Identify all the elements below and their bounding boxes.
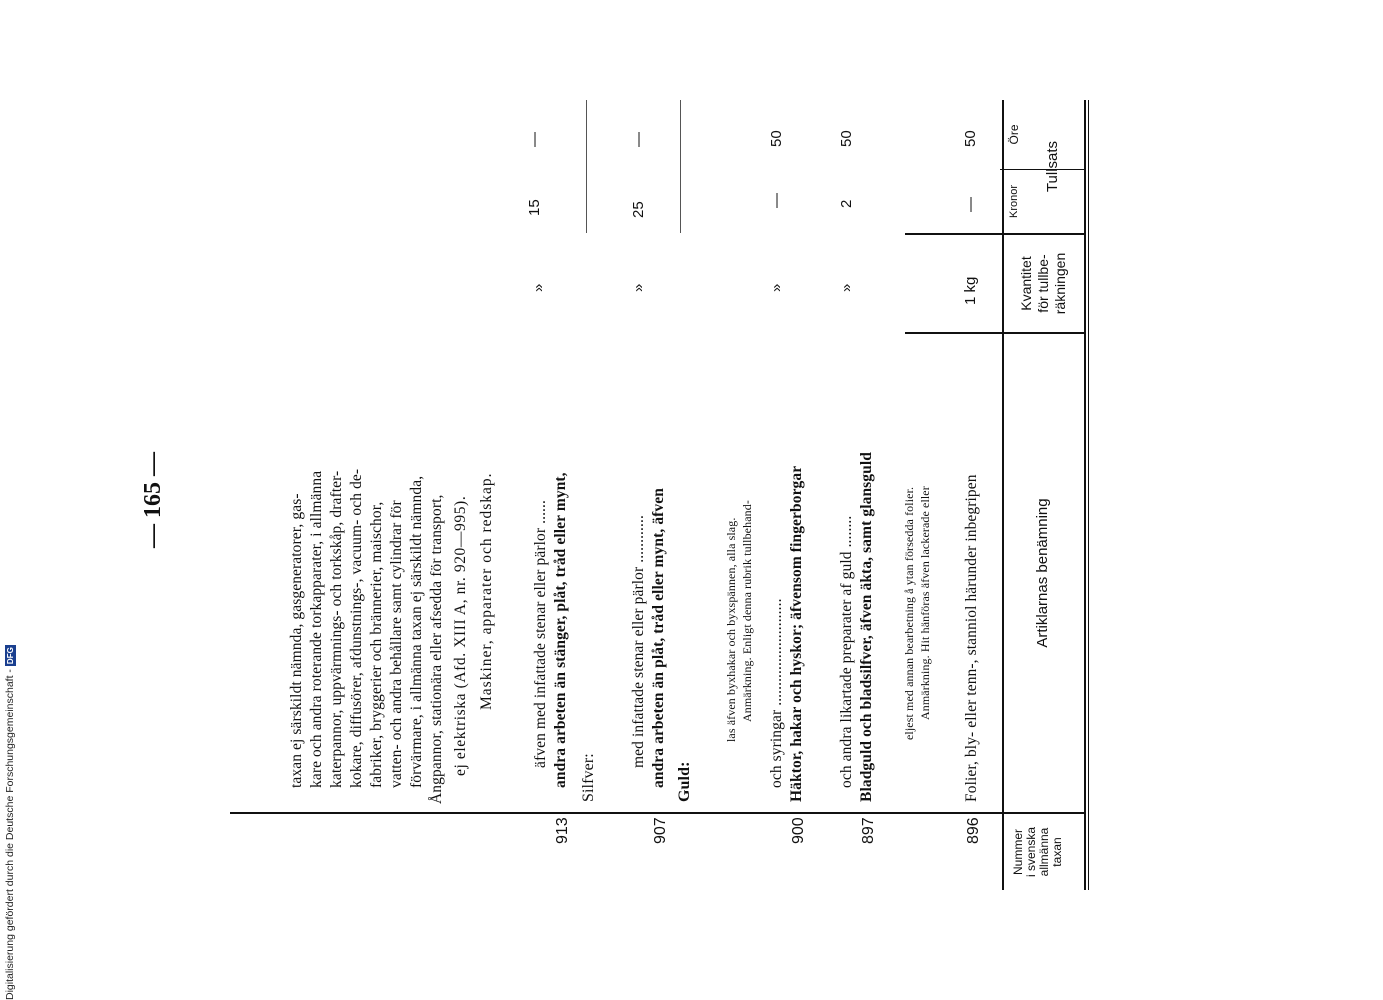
dfg-logo: DFG: [5, 647, 15, 665]
header-number: [1012, 814, 1064, 890]
item-text: med infattade stenar eller pärlor ............: [630, 515, 647, 768]
item-number: 897: [860, 817, 877, 844]
col-separator-number: [230, 812, 1086, 814]
item-number: 907: [652, 817, 669, 844]
paragraph-line: vatten- och andra behållare samt cylindrar för: [388, 500, 405, 788]
quantity-value: »: [768, 283, 785, 292]
quantity-value: »: [838, 283, 855, 292]
header-quantity-line: räkningen: [1052, 252, 1068, 315]
footer-text: Digitalisierung gefördert durch die Deutsche Forschungsgemeinschaft -: [4, 669, 16, 1000]
ore-value: 50: [962, 130, 979, 147]
section-heading: ej elektriska (Afd. XIII A, nr. 920—995).: [452, 495, 469, 776]
table-top-rule: [1084, 100, 1086, 890]
quantity-value: »: [630, 283, 647, 292]
item-number: 913: [554, 817, 571, 844]
paragraph-line: kokare, diffusörer, afdunstnings-, vacuum- och de-: [348, 468, 365, 788]
header-quantity: [1018, 235, 1069, 332]
digitization-footer: [0, 606, 20, 1000]
item-text: andra arbeten än plåt, tråd eller mynt, äfven: [650, 488, 667, 788]
header-number-line: Nummer: [1011, 829, 1025, 876]
paragraph-line: fabriker, bryggerier och brännerier, maischor,: [368, 501, 385, 788]
header-number-line: taxan: [1050, 837, 1064, 867]
kronor-value: 2: [838, 199, 855, 208]
header-number-line: allmänna: [1037, 827, 1051, 877]
item-text: Bladguld och bladsilfver, äfven äkta, samt glansguld: [858, 451, 875, 802]
paragraph-line: katerpannor, uppvärmnings- och torkskåp, drafter-: [328, 470, 345, 788]
kronor-value: 15: [526, 199, 543, 216]
quantity-value: »: [530, 283, 547, 292]
header-ore: Öre: [1007, 124, 1021, 145]
ore-value: —: [526, 132, 543, 147]
quantity-value: 1 kg: [962, 276, 979, 305]
paragraph-line: förvärmare, i allmänna taxan ej särskildt nämnda,: [408, 475, 425, 788]
group-heading: Silfver:: [580, 753, 597, 802]
item-text: och syringar ...........................: [768, 598, 785, 788]
paragraph-line: Ångpannor, stationära eller afsedda för transport,: [428, 494, 445, 804]
kronor-value: 25: [630, 201, 647, 218]
paragraph-line: taxan ej särskildt nämnda, gasgeneratorer, gas-: [288, 493, 305, 788]
kronor-value: —: [768, 193, 785, 208]
header-bottom-rule: [1002, 100, 1004, 890]
duty-dash-rule: [680, 100, 681, 233]
ore-value: 50: [838, 130, 855, 147]
header-duty: Tullsats: [1044, 140, 1061, 193]
group-heading: Guld:: [676, 761, 693, 802]
header-quantity-line: för tullbe-: [1035, 254, 1051, 313]
header-quantity-line: Kvantitet: [1018, 256, 1034, 311]
ore-value: 50: [768, 130, 785, 147]
col-separator-article: [905, 332, 1086, 334]
section-heading: Maskiner, apparater och redskap.: [478, 472, 495, 710]
duty-dash-rule: [586, 100, 587, 233]
ore-value: —: [630, 132, 647, 147]
paragraph-line: kare och andra roterande torkapparater, i allmänna: [308, 470, 325, 788]
item-number: 900: [790, 817, 807, 844]
item-text: Häktor, hakar och hyskor; äfvensom fingerborgar: [788, 465, 805, 802]
note-text: Anmärkning. Hit hänföras äfven lackerade eller: [918, 486, 932, 720]
item-text: äfven med infattade stenar eller pärlor ......: [532, 500, 549, 768]
kronor-value: —: [962, 197, 979, 212]
table-top-rule-inner: [1088, 100, 1089, 890]
item-text: andra arbeten än stänger, plåt, tråd eller mynt,: [552, 472, 569, 788]
header-number-line: i svenska: [1024, 826, 1038, 878]
item-text: Folier, bly- eller tenn-, stanniol härunder inbegripen: [963, 474, 980, 802]
note-text: las äfven byxhakar och byxspännen, alla slag.: [724, 517, 738, 742]
header-kronor: Kronor: [1008, 184, 1020, 219]
note-text: eljest med annan bearbetning å ytan försedda folier.: [902, 486, 916, 740]
header-article: Artiklarnas benämning: [1034, 498, 1051, 648]
item-number: 896: [965, 817, 982, 844]
note-text: Anmärkning. Enligt denna rubrik tullbehand-: [740, 500, 754, 722]
page-number: — 165 —: [140, 452, 166, 548]
item-text: och andra likartade preparater af guld ........: [838, 515, 855, 788]
